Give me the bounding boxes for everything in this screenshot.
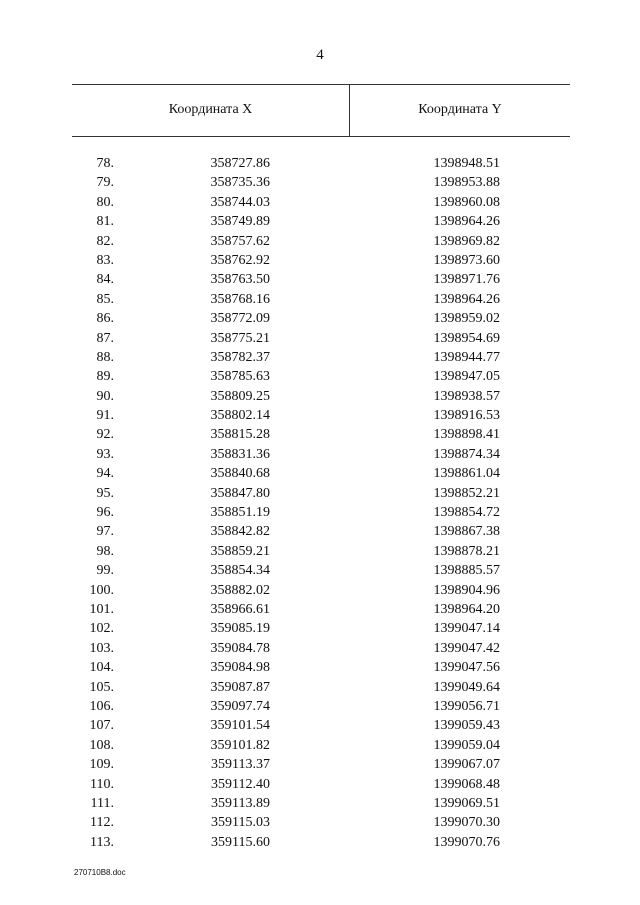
table-row — [0, 212, 640, 231]
row-number: 105. — [89, 679, 114, 695]
coordinate-x: 359113.37 — [211, 757, 270, 773]
table-row — [0, 600, 640, 619]
coordinate-x: 359084.98 — [210, 660, 270, 676]
row-number: 80. — [96, 194, 114, 210]
table-row — [0, 387, 640, 406]
coordinate-x: 359113.89 — [211, 795, 270, 811]
coordinate-y: 1399068.48 — [433, 776, 500, 792]
coordinate-y: 1398867.38 — [433, 524, 500, 540]
row-number: 84. — [96, 272, 114, 288]
row-number: 106. — [89, 698, 114, 714]
row-number: 97. — [96, 524, 114, 540]
coordinate-x: 358735.36 — [210, 175, 270, 191]
row-number: 104. — [89, 660, 114, 676]
table-row — [0, 561, 640, 580]
table-row — [0, 794, 640, 813]
table-row — [0, 755, 640, 774]
coordinate-x: 358847.80 — [210, 485, 270, 501]
table-row — [0, 445, 640, 464]
row-number: 86. — [96, 311, 114, 327]
column-header-x: Координата X — [168, 102, 253, 117]
row-number: 85. — [96, 291, 114, 307]
row-number: 88. — [96, 349, 114, 365]
coordinate-x: 358772.09 — [210, 311, 270, 327]
row-number: 103. — [89, 640, 114, 656]
table-row — [0, 581, 640, 600]
coordinate-x: 359115.03 — [211, 815, 270, 831]
coordinate-y: 1398916.53 — [433, 408, 500, 424]
coordinate-x: 358727.86 — [210, 156, 270, 171]
row-number: 89. — [96, 369, 114, 385]
row-number: 112. — [90, 815, 114, 831]
coordinate-y: 1398861.04 — [433, 466, 500, 482]
coordinate-y: 1398964.26 — [433, 214, 500, 230]
row-number: 110. — [90, 776, 114, 792]
coordinate-y: 1399070.76 — [433, 834, 500, 850]
coordinate-y: 1399070.30 — [433, 815, 500, 831]
page-number: 4 — [316, 47, 324, 63]
coordinate-y: 1398885.57 — [433, 563, 500, 579]
table-row — [0, 251, 640, 270]
table-row — [0, 484, 640, 503]
coordinate-x: 359101.82 — [210, 737, 270, 753]
coordinate-y: 1398947.05 — [433, 369, 500, 385]
coordinate-x: 358785.63 — [210, 369, 270, 385]
table-row — [0, 716, 640, 735]
coordinate-x: 358966.61 — [210, 601, 270, 617]
table-row — [0, 697, 640, 716]
coordinate-x: 358831.36 — [210, 446, 270, 462]
table-row — [0, 173, 640, 192]
coordinate-y: 1398960.08 — [433, 194, 500, 210]
table-row — [0, 522, 640, 541]
coordinate-x: 359084.78 — [210, 640, 270, 656]
row-number: 100. — [89, 582, 114, 598]
table-row — [0, 639, 640, 658]
coordinate-y: 1399069.51 — [433, 795, 500, 811]
row-number: 102. — [89, 621, 114, 637]
row-number: 92. — [96, 427, 114, 443]
row-number: 96. — [96, 505, 114, 521]
coordinate-x: 358854.34 — [210, 563, 270, 579]
coordinate-y: 1398854.72 — [433, 505, 500, 521]
coordinate-y: 1399047.42 — [433, 640, 500, 656]
row-number: 99. — [96, 563, 114, 579]
table-row — [0, 270, 640, 289]
row-number: 83. — [96, 252, 114, 268]
table-row — [0, 464, 640, 483]
table-row — [0, 542, 640, 561]
coordinate-y: 1398948.51 — [433, 156, 500, 171]
coordinate-x: 358851.19 — [210, 505, 270, 521]
coordinate-x: 358840.68 — [210, 466, 270, 482]
coordinate-y: 1398953.88 — [433, 175, 500, 191]
coordinate-y: 1398969.82 — [433, 233, 500, 249]
coordinate-y: 1398904.96 — [433, 582, 500, 598]
row-number: 98. — [96, 543, 114, 559]
row-number: 107. — [89, 718, 114, 734]
coordinate-y: 1399047.56 — [433, 660, 500, 676]
row-number: 101. — [89, 601, 114, 617]
coordinate-y: 1398973.60 — [433, 252, 500, 268]
coordinate-y: 1399047.14 — [433, 621, 500, 637]
coordinate-y: 1398878.21 — [433, 543, 500, 559]
table-row — [0, 833, 640, 852]
coordinate-y: 1398852.21 — [433, 485, 500, 501]
coordinate-x: 358815.28 — [210, 427, 270, 443]
coordinate-x: 358744.03 — [210, 194, 270, 210]
table-row — [0, 775, 640, 794]
table-row — [0, 193, 640, 212]
coordinate-x: 359115.60 — [211, 834, 270, 850]
coordinate-y: 1398954.69 — [433, 330, 500, 346]
coordinate-x: 358782.37 — [210, 349, 270, 365]
coordinate-y: 1399059.43 — [433, 718, 500, 734]
coordinate-x: 358757.62 — [210, 233, 270, 249]
coordinate-y: 1398959.02 — [433, 311, 500, 327]
column-header-y: Координата Y — [418, 102, 502, 117]
table-row — [0, 425, 640, 444]
table-row — [0, 619, 640, 638]
coordinate-y: 1398938.57 — [433, 388, 500, 404]
coordinate-y: 1398874.34 — [433, 446, 500, 462]
table-row — [0, 154, 640, 173]
coordinate-x: 359097.74 — [210, 698, 270, 714]
table-header-bottom-rule — [72, 136, 570, 137]
coordinate-x: 358763.50 — [210, 272, 270, 288]
coordinate-y: 1398964.26 — [433, 291, 500, 307]
row-number: 108. — [89, 737, 114, 753]
coordinate-x: 358842.82 — [210, 524, 270, 540]
table-row — [0, 348, 640, 367]
coordinate-x: 359087.87 — [210, 679, 270, 695]
row-number: 109. — [89, 757, 114, 773]
table-header-top-rule — [72, 84, 570, 85]
row-number: 87. — [96, 330, 114, 346]
coordinate-x: 358802.14 — [210, 408, 270, 424]
table-row — [0, 736, 640, 755]
coordinate-y: 1399049.64 — [433, 679, 500, 695]
coordinate-y: 1399059.04 — [433, 737, 500, 753]
row-number: 113. — [90, 834, 114, 850]
coordinate-x: 358809.25 — [210, 388, 270, 404]
row-number: 94. — [96, 466, 114, 482]
row-number: 81. — [96, 214, 114, 230]
table-row — [0, 678, 640, 697]
table-row — [0, 290, 640, 309]
coordinate-y: 1398971.76 — [433, 272, 500, 288]
coordinate-x: 359101.54 — [210, 718, 270, 734]
coordinates-table-body — [0, 154, 640, 852]
coordinate-x: 358749.89 — [210, 214, 270, 230]
coordinate-x: 358859.21 — [210, 543, 270, 559]
coordinate-x: 358882.02 — [210, 582, 270, 598]
footer-filename: 270710B8.doc — [74, 868, 126, 877]
coordinate-x: 358768.16 — [210, 291, 270, 307]
coordinate-y: 1399067.07 — [433, 757, 500, 773]
table-row — [0, 658, 640, 677]
coordinate-x: 359085.19 — [210, 621, 270, 637]
coordinate-y: 1398944.77 — [433, 349, 500, 365]
table-row — [0, 406, 640, 425]
table-row — [0, 813, 640, 832]
coordinate-y: 1399056.71 — [433, 698, 500, 714]
row-number: 90. — [96, 388, 114, 404]
coordinate-y: 1398964.20 — [433, 601, 500, 617]
coordinate-x: 359112.40 — [211, 776, 270, 792]
row-number: 93. — [96, 446, 114, 462]
coordinate-x: 358762.92 — [210, 252, 270, 268]
table-row — [0, 367, 640, 386]
row-number: 82. — [96, 233, 114, 249]
row-number: 79. — [96, 175, 114, 191]
table-row — [0, 329, 640, 348]
table-row — [0, 309, 640, 328]
row-number: 78. — [96, 156, 114, 171]
coordinate-y: 1398898.41 — [433, 427, 500, 443]
coordinate-x: 358775.21 — [210, 330, 270, 346]
row-number: 111. — [90, 795, 114, 811]
row-number: 95. — [96, 485, 114, 501]
row-number: 91. — [96, 408, 114, 424]
table-row — [0, 232, 640, 251]
table-row — [0, 503, 640, 522]
